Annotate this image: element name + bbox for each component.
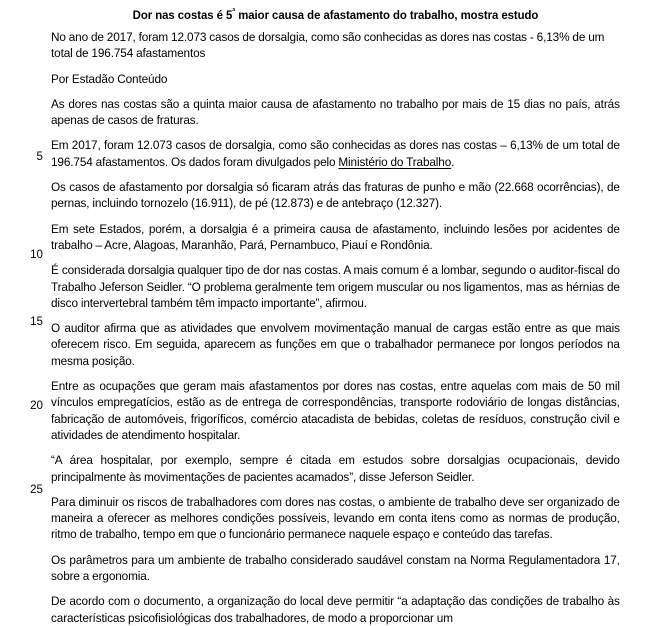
body-paragraph-9: Para diminuir os riscos de trabalhadores com dores nas costas, o ambiente de trabalho deve ser organizado de maneira a oferecer as melhores condições possíveis, levando em conta itens como as normas de produção, ritmo de trabalho, tempo em que o funcionário permanece naquele espaço e conteúdo das tarefas.: [51, 494, 620, 542]
body-paragraph-6: O auditor afirma que as atividades que envolvem movimentação manual de cargas estão entre as que mais oferecem risco. Em seguida, aparecem as funções em que o trabalhador permanece por longos períodos na mesma posição.: [51, 321, 620, 368]
body-paragraph-3: Os casos de afastamento por dorsalgia só ficaram atrás das fraturas de punho e mão (22.668 ocorrências), de pernas, incluindo tornozelo (16.911), de pé (12.873) e de antebraço (12.327).: [51, 180, 620, 211]
line-number-10: 10: [30, 248, 43, 261]
byline: Por Estadão Conteúdo: [51, 71, 168, 86]
lead-paragraph: No ano de 2017, foram 12.073 casos de dorsalgia, como são conhecidas as dores nas costas - 6,13% de um total de 196.754 afastamentos: [51, 30, 605, 61]
paragraph-2-text-before-link: Em 2017, foram 12.073 casos de dorsalgia, como são conhecidas as dores nas costas – 6,13% de um total de 196.754 afastamentos. Os dados foram divulgados pelo: [51, 138, 620, 169]
line-number-20: 20: [30, 399, 43, 412]
body-paragraph-1: As dores nas costas são a quinta maior causa de afastamento no trabalho por mais de 15 dias no país, atrás apenas de casos de fraturas.: [51, 96, 620, 128]
body-paragraph-10: Os parâmetros para um ambiente de trabalho considerado saudável constam na Norma Regulamentadora 17, sobre a ergonomia.: [51, 552, 620, 584]
line-number-15: 15: [30, 315, 43, 328]
title-suffix: maior causa de afastamento do trabalho, mostra estudo: [235, 8, 539, 22]
title-ordinal-indicator: ª: [232, 6, 236, 16]
line-number-5: 5: [36, 150, 43, 163]
line-number-25: 25: [30, 483, 43, 496]
paragraph-2-text-after-link: .: [451, 154, 455, 169]
line-number-gutter: [0, 0, 51, 569]
body-paragraph-8: “A área hospitalar, por exemplo, sempre é citada em estudos sobre dorsalgias ocupacionais, devido principalmente às movimentações de pacientes acamados”, disse Jeferson Seidler.: [51, 453, 620, 484]
page-title: [68, 8, 603, 23]
body-paragraph-7: Entre as ocupações que geram mais afastamentos por dores nas costas, entre aquelas com mais de 50 mil vínculos empregatícios, estão as de entrega de correspondências, transporte rodoviário de longas distâncias, fabricação de automóveis, frigoríficos, comércio atacadista de bebidas, coletas de resíduos, construção civil e atividades de atendimento hospitalar.: [51, 379, 620, 442]
body-paragraph-11: De acordo com o documento, a organização do local deve permitir “a adaptação das condições de trabalho às características psicofisiológicas dos trabalhadores, de modo a proporcionar um: [51, 594, 620, 625]
body-paragraph-4: Em sete Estados, porém, a dorsalgia é a primeira causa de afastamento, incluindo lesões por acidentes de trabalho – Acre, Alagoas, Maranhão, Pará, Pernambuco, Piauí e Rondônia.: [51, 221, 620, 252]
title-prefix: Dor nas costas é 5: [132, 8, 233, 22]
body-paragraph-5: É considerada dorsalgia qualquer tipo de dor nas costas. A mais comum é a lombar, segundo o auditor-fiscal do Trabalho Jeferson Seidler. “O problema geralmente tem origem muscular ou nos ligamentos, mas as hérnias de disco intervertebral também têm impacto importante”, afirmou.: [51, 263, 620, 310]
ministerio-do-trabalho-link[interactable]: Ministério do Trabalho: [338, 154, 452, 169]
body-paragraph-2: [51, 137, 620, 170]
